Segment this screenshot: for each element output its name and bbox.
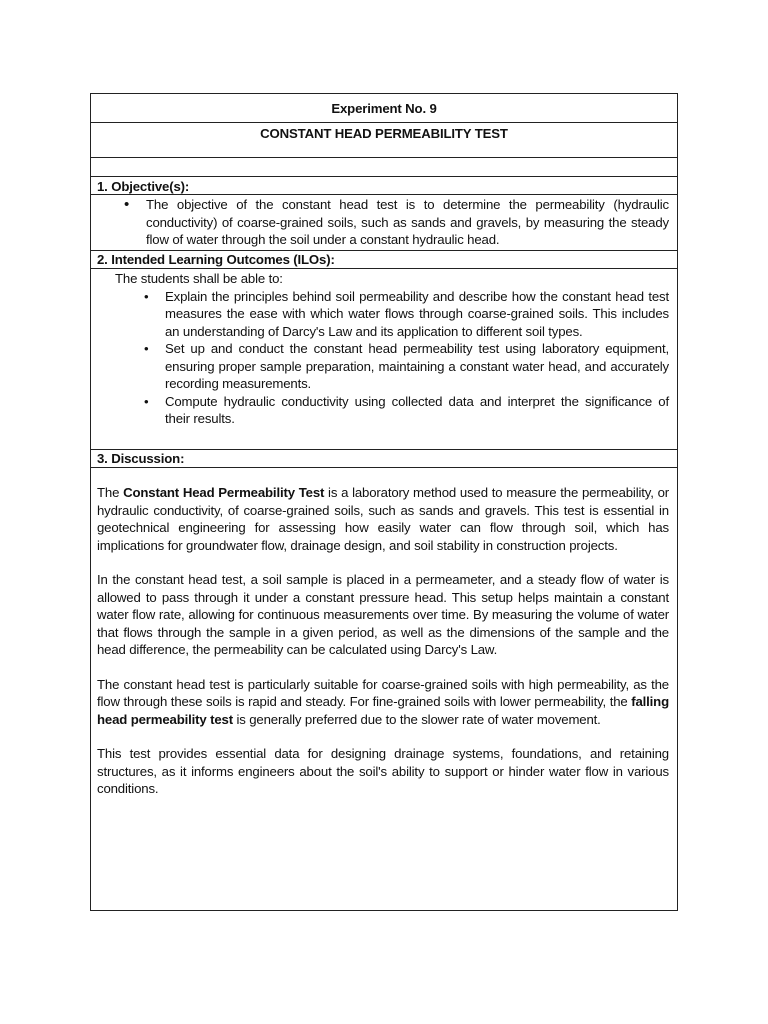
bullet-icon: • xyxy=(144,341,149,356)
experiment-sheet xyxy=(90,93,678,911)
objectives-heading: 1. Objective(s): xyxy=(91,176,677,194)
list-item xyxy=(91,340,677,393)
discussion-paragraph: In the constant head test, a soil sample is placed in a permeameter, and a steady flow of water is allowed to pass through it under a constant pressure head. This setup helps maintain a constant water flow rate, allowing for continuous measurements over time. By measuring the volume of water that flows through the sample in a given period, as well as the dimensions of the sample and the head difference, the permeability can be calculated using Darcy's Law. xyxy=(97,572,669,657)
ilos-body xyxy=(91,268,677,449)
ilo-text: Set up and conduct the constant head permeability test using laboratory equipment, ensuring proper sample preparation, maintaining a constant water head, and accurately recording measurements. xyxy=(165,341,669,391)
bullet-icon: • xyxy=(144,288,149,304)
discussion-paragraph: The constant head test is particularly suitable for coarse-grained soils with high permeability, as the flow through these soils is rapid and steady. For fine-grained soils with lower permeability, the falling head permeability test is generally preferred due to the slower rate of water movement. xyxy=(97,676,669,727)
ilo-text: Explain the principles behind soil permeability and describe how the constant head test measures the ease with which water flows through coarse-grained soils. This includes an understanding of Darcy's Law and its application to different soil types. xyxy=(165,288,669,339)
list-item xyxy=(91,196,677,249)
objectives-body xyxy=(91,194,677,250)
ilos-heading: 2. Intended Learning Outcomes (ILOs): xyxy=(91,250,677,268)
ilos-list xyxy=(91,288,677,428)
ilo-text: Compute hydraulic conductivity using collected data and interpret the significance of their results. xyxy=(165,393,669,426)
experiment-title: CONSTANT HEAD PERMEABILITY TEST xyxy=(91,122,677,154)
discussion-paragraph: The Constant Head Permeability Test is a laboratory method used to measure the permeability, or hydraulic conductivity, of coarse-grained soils, such as sands and gravels. This test is essential in geotechnical engineering for assessing how easily water can flow through soil, which has implications for groundwater flow, drainage design, and soil stability in construction projects. xyxy=(97,485,669,553)
discussion-heading: 3. Discussion: xyxy=(91,449,677,467)
list-item xyxy=(91,288,677,341)
discussion-body xyxy=(91,467,677,910)
objective-text: The objective of the constant head test is to determine the permeability (hydraulic conductivity) of coarse-grained soils, such as sands and gravels, by measuring the steady flow of water through the soil under a constant hydraulic head. xyxy=(146,197,669,247)
blank-row xyxy=(91,157,677,175)
discussion-paragraph: This test provides essential data for designing drainage systems, foundations, and retaining structures, as it informs engineers about the soil's ability to support or hinder water flow in various conditions. xyxy=(97,746,669,796)
objectives-list xyxy=(91,196,677,249)
bullet-icon: • xyxy=(124,196,130,213)
list-item xyxy=(91,393,677,428)
bullet-icon: • xyxy=(144,393,149,409)
bold-term: Constant Head Permeability Test xyxy=(123,485,325,500)
ilos-intro: The students shall be able to: xyxy=(115,271,283,286)
experiment-number: Experiment No. 9 xyxy=(331,101,437,116)
bold-term: falling head permeability test xyxy=(97,694,669,727)
